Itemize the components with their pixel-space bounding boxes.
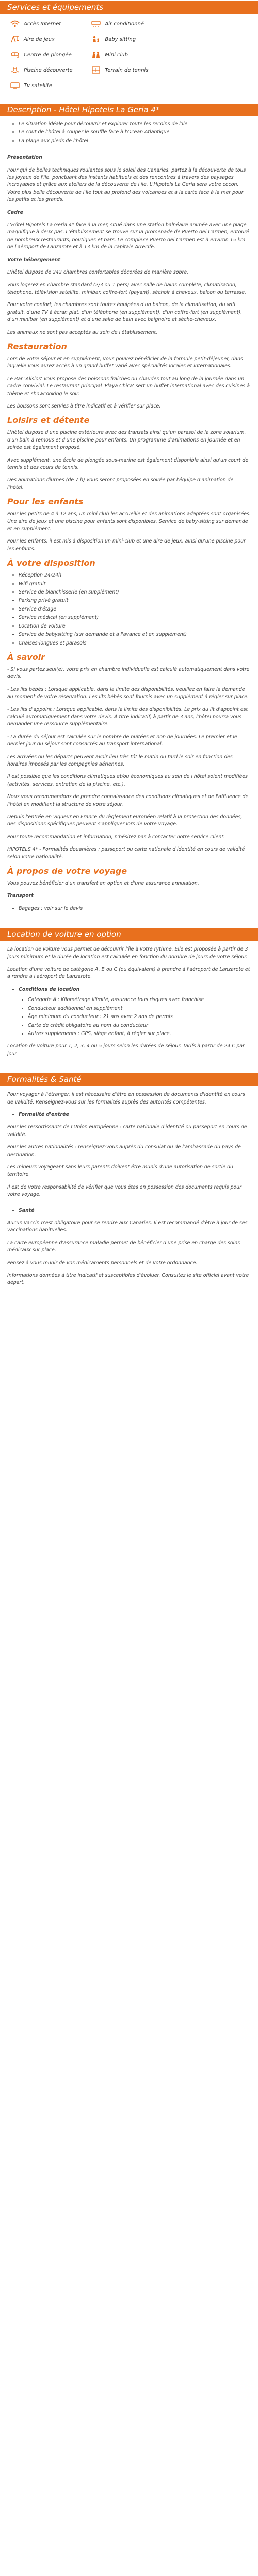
paragraph: Les boissons sont servies à titre indicatif et à vérifier sur place. bbox=[7, 403, 161, 409]
disposition-item: • Service médical (en supplément) bbox=[19, 614, 251, 621]
paragraph: Il est de votre responsabilité de vérifier que vous êtes en possession des documents requis pour votre voyage. bbox=[7, 1184, 241, 1198]
paragraph: Pour les autres nationalités : renseignez-vous auprès du consulat ou de l'ambassade du pays de destination. bbox=[7, 1144, 241, 1158]
paragraph: L'Hôtel Hipotels La Geria 4* face à la mer, situé dans une station balnéaire animée avec une plage magnifique à deux pas. L'établissement se trouve sur la promenade de Puerto del Carmen, entouré de nombreux restaurants, boutiques et bars. Le complexe Puerto del Carmen est à environ 15 km de l'aéroport de Lanzarote et à 13 km de la capitale Arrecife. bbox=[7, 222, 249, 250]
heading-restauration: Restauration bbox=[7, 341, 67, 351]
service-item bbox=[90, 35, 167, 44]
health-list bbox=[7, 1207, 251, 1214]
paragraph: Les arrivées ou les départs peuvent avoir lieu très tôt le matin ou tard le soir en fonction des horaires imposés par les compagnies aériennes. bbox=[7, 754, 233, 767]
service-item bbox=[90, 19, 167, 28]
service-label: Baby sitting bbox=[105, 36, 136, 42]
kids-club-icon bbox=[90, 50, 102, 59]
transport-list bbox=[7, 905, 251, 912]
paragraph: Les animaux ne sont pas acceptés au sein de l'établissement. bbox=[7, 329, 158, 335]
paragraph: - Si vous partez seul(e), votre prix en chambre individuelle est calculé automatiquement dans votre devis. bbox=[7, 666, 250, 680]
condition-item: ▪ Autres suppléments : GPS, siège enfant, à régler sur place. bbox=[28, 1030, 251, 1038]
paragraph: Informations données à titre indicatif et susceptibles d'évoluer. Consultez le site officiel avant votre départ. bbox=[7, 1273, 249, 1286]
formalites-body bbox=[0, 1086, 258, 1287]
heading-disposition: À votre disposition bbox=[7, 558, 95, 568]
paragraph: Le Bar 'Alisios' vous propose des boissons fraîches ou chaudes tout au long de la journée dans un cadre convivial. Le restaurant principal 'Playa Chica' sert un buffet international avec des cuisines à thème et showcooking le soir. bbox=[7, 376, 250, 397]
condition-item: ▪ Conducteur additionnel en supplément bbox=[28, 1005, 251, 1012]
service-item bbox=[9, 81, 86, 90]
paragraph: La carte européenne d'assurance maladie permet de bénéficier d'une prise en charge des soins médicaux sur place. bbox=[7, 1240, 240, 1253]
highlight-item: • Le cout de l'hôtel à couper le souffle face à l'Ocean Atlantique bbox=[19, 129, 251, 136]
heading-transport: Transport bbox=[7, 893, 34, 899]
description-title: Description - Hôtel Hipotels La Geria 4* bbox=[0, 104, 258, 116]
service-item bbox=[9, 50, 86, 59]
wifi-icon bbox=[9, 19, 21, 28]
heading-loisirs: Loisirs et détente bbox=[7, 415, 90, 426]
highlight-item: • La plage aux pieds de l'hôtel bbox=[19, 138, 251, 145]
formalites-heading bbox=[19, 1111, 251, 1118]
diving-icon bbox=[9, 50, 21, 59]
condition-item: ▪ Carte de crédit obligatoire au nom du conducteur bbox=[28, 1022, 251, 1029]
paragraph: Nous vous recommandons de prendre connaissance des conditions climatiques et de l'affluence de l'hôtel en modifiant la structure de votre séjour. bbox=[7, 794, 249, 807]
heading-enfants: Pour les enfants bbox=[7, 497, 84, 507]
paragraph: Il est possible que les conditions climatiques et/ou économiques au sein de l'hôtel soient modifiées (activités, services, entretien de la piscine, etc.). bbox=[7, 774, 248, 787]
paragraph: Location d'une voiture de catégorie A, B ou C (ou équivalent) à prendre à l'aéroport de Lanzarote et à rendre à l'aéroport de Lanzarote. bbox=[7, 967, 250, 980]
conditions-title: Conditions de location bbox=[19, 986, 80, 992]
service-label: Centre de plongée bbox=[24, 52, 72, 58]
heading-note: À propos de votre voyage bbox=[7, 866, 127, 876]
paragraph: - Les lits d'appoint : Lorsque applicable, dans la limite des disponibilités. Le prix du lit d'appoint est calculé automatiquement dans votre devis. À titre indicatif, à partir de 3 ans, l'hôtel pourra vous demander une ressource supplémentaire. bbox=[7, 706, 248, 727]
formalites-list bbox=[7, 1111, 251, 1118]
service-item bbox=[90, 50, 167, 59]
paragraph: Les mineurs voyageant sans leurs parents doivent être munis d'une autorisation de sortie du territoire. bbox=[7, 1164, 233, 1178]
tennis-icon bbox=[90, 65, 102, 75]
heading-cadre: Cadre bbox=[7, 209, 23, 215]
paragraph: Aucun vaccin n'est obligatoire pour se rendre aux Canaries. Il est recommandé d'être à jour de ses vaccinations habituelles. bbox=[7, 1220, 248, 1233]
disposition-item: • Chaises-longues et parasols bbox=[19, 640, 251, 647]
paragraph: Pour les petits de 4 à 12 ans, un mini club les accueille et des animations adaptées sont organisées. Une aire de jeux et une piscine pour enfants sont disponibles. Service de baby-sitting sur demande et en supplément. bbox=[7, 511, 251, 532]
heading-savoir: À savoir bbox=[7, 652, 45, 662]
paragraph: L'hôtel dispose d'une piscine extérieure avec des transats ainsi qu'un parasol de la zone solarium, d'un bain à remous et d'une piscine pour enfants. Un programme d'animations en journée et en soirée est également proposé. bbox=[7, 430, 246, 451]
location-title: Location de voiture en option bbox=[0, 928, 258, 941]
service-item bbox=[172, 65, 249, 75]
highlights-list bbox=[7, 121, 251, 145]
transport-item: • Bagages : voir sur le devis bbox=[19, 905, 251, 912]
entry-title: Formalité d'entrée bbox=[19, 1111, 69, 1117]
service-item bbox=[172, 50, 249, 59]
disposition-list bbox=[7, 572, 251, 647]
service-item bbox=[172, 19, 249, 28]
location-body bbox=[0, 941, 258, 1058]
paragraph: Des animations diurnes (de 7 h) vous seront proposées en soirée par l'équipe d'animation de l'hôtel. bbox=[7, 477, 234, 490]
service-label: Accès Internet bbox=[24, 21, 61, 27]
paragraph: Pour les ressortissants de l'Union européenne : carte nationale d'identité ou passeport en cours de validité. bbox=[7, 1124, 247, 1138]
paragraph: L'hôtel dispose de 242 chambres confortables décorées de manière sobre. bbox=[7, 269, 189, 276]
service-label: Terrain de tennis bbox=[105, 67, 149, 73]
service-item bbox=[90, 65, 167, 75]
health-title: Santé bbox=[19, 1207, 35, 1213]
baby-sitting-icon bbox=[90, 35, 102, 44]
paragraph: - Les lits bébés : Lorsque applicable, dans la limite des disponibilités, veuillez en faire la demande au moment de votre réservation. Les lits bébés sont fournis avec un supplément à régler sur place. bbox=[7, 686, 249, 700]
condition-item: ▪ Âge minimum du conducteur : 21 ans avec 2 ans de permis bbox=[28, 1013, 251, 1021]
playground-icon bbox=[9, 35, 21, 44]
highlight-item: • Le situation idéale pour découvrir et explorer toute les recoins de l'ile bbox=[19, 121, 251, 128]
service-label: Piscine découverte bbox=[24, 67, 73, 73]
disposition-item: • Wifi gratuit bbox=[19, 581, 251, 588]
services-section bbox=[0, 0, 258, 90]
paragraph: Pour qui de belles techniques roulantes sous le soleil des Canaries, partez à la découverte de tous les joyaux de l'île, ponctuant des instants habituels et des rencontres à travers des paysages incroyables et grâce aux ateliers de la découverte de l'île. L'Hipotels La Geria sera votre cocon. Votre plus belle découverte de l'île tout au profond des volcanoes et à la carte face à la mer pour les petits et les grands. bbox=[7, 167, 246, 203]
service-label: Mini club bbox=[105, 52, 128, 58]
service-label: Tv satellite bbox=[24, 82, 53, 89]
paragraph: - La durée du séjour est calculée sur le nombre de nuitées et non de journées. Le premier et le dernier jour du séjour sont consacrés au transport international. bbox=[7, 734, 237, 748]
disposition-item: • Service de blanchisserie (en supplément) bbox=[19, 589, 251, 596]
disposition-item: • Location de voiture bbox=[19, 623, 251, 630]
paragraph: Vous logerez en chambre standard (2/3 ou 1 pers) avec salle de bains complète, climatisation, téléphone, télévision satellite, minibar, coffre-fort (payant), séchoir à cheveux, balcon ou terrasse. bbox=[7, 282, 247, 295]
services-grid bbox=[0, 14, 258, 90]
disposition-item: • Service de babysitting (sur demande et à l'avance et en supplément) bbox=[19, 631, 251, 638]
paragraph: La location de voiture vous permet de découvrir l'île à votre rythme. Elle est proposée à partir de 3 jours minimum et la durée de location est calculée en fonction du nombre de jours de votre séjour. bbox=[7, 946, 248, 960]
paragraph: Pour votre confort, les chambres sont toutes équipées d'un balcon, de la climatisation, du wifi gratuit, d'une TV à écran plat, d'un téléphone (en supplément), d'un coffre-fort (en supplément), d'un minibar (en supplément) et d'une salle de bain avec baignoire et sèche-cheveux. bbox=[7, 302, 243, 323]
paragraph: Pour toute recommandation et information, n'hésitez pas à contacter notre service client. bbox=[7, 834, 225, 840]
description-body bbox=[0, 121, 258, 912]
paragraph: Lors de votre séjour et en supplément, vous pouvez bénéficier de la formule petit-déjeuner, dans laquelle vous aurez accès à un grand buffet varié avec spécialités locales et internationales. bbox=[7, 355, 243, 369]
condition-item: ▪ Catégorie A : Kilométrage illimité, assurance tous risques avec franchise bbox=[28, 996, 251, 1004]
formalites-title: Formalités & Santé bbox=[0, 1073, 258, 1086]
service-item bbox=[172, 35, 249, 44]
heading-hebergement: Votre hébergement bbox=[7, 257, 60, 263]
conditions-heading bbox=[19, 986, 251, 1038]
services-title: Services et équipements bbox=[0, 1, 258, 14]
paragraph: Location de voiture pour 1, 2, 3, 4 ou 5 jours selon les durées de séjour. Tarifs à partir de 24 € par jour. bbox=[7, 1043, 245, 1057]
paragraph: Depuis l'entrée en vigueur en France du règlement européen relatif à la protection des données, des dispositions spécifiques peuvent s'appliquer lors de votre voyage. bbox=[7, 814, 243, 827]
service-label: Air conditionné bbox=[105, 21, 144, 27]
service-item bbox=[9, 35, 86, 44]
heading-presentation: Présentation bbox=[7, 155, 42, 161]
paragraph: Pensez à vous munir de vos médicaments personnels et de votre ordonnance. bbox=[7, 1260, 198, 1266]
disposition-item: • Parking privé gratuit bbox=[19, 597, 251, 604]
service-item bbox=[9, 65, 86, 75]
paragraph: Pour voyager à l'étranger, il est nécessaire d'être en possession de documents d'identité en cours de validité. Renseignez-vous sur les formalités auprès des autorités compétentes. bbox=[7, 1092, 245, 1105]
paragraph: HIPOTELS 4* - Formalités douanières : passeport ou carte nationale d'identité en cours de validité selon votre nationalité. bbox=[7, 846, 245, 860]
service-label: Aire de jeux bbox=[24, 36, 55, 42]
paragraph: Vous pouvez bénéficier d'un transfert en option et d'une assurance annulation. bbox=[7, 880, 199, 887]
air-conditioning-icon bbox=[90, 19, 102, 28]
disposition-item: • Réception 24/24h bbox=[19, 572, 251, 579]
health-heading bbox=[19, 1207, 251, 1214]
paragraph: Pour les enfants, il est mis à disposition un mini-club et une aire de jeux, ainsi qu'une piscine pour les enfants. bbox=[7, 538, 246, 552]
tv-icon bbox=[9, 81, 21, 90]
disposition-item: • Service d'étage bbox=[19, 606, 251, 613]
pool-icon bbox=[9, 65, 21, 75]
service-item bbox=[9, 19, 86, 28]
conditions-list bbox=[7, 986, 251, 1038]
paragraph: Avec supplément, une école de plongée sous-marine est également disponible ainsi qu'un court de tennis et des cours de tennis. bbox=[7, 457, 249, 470]
